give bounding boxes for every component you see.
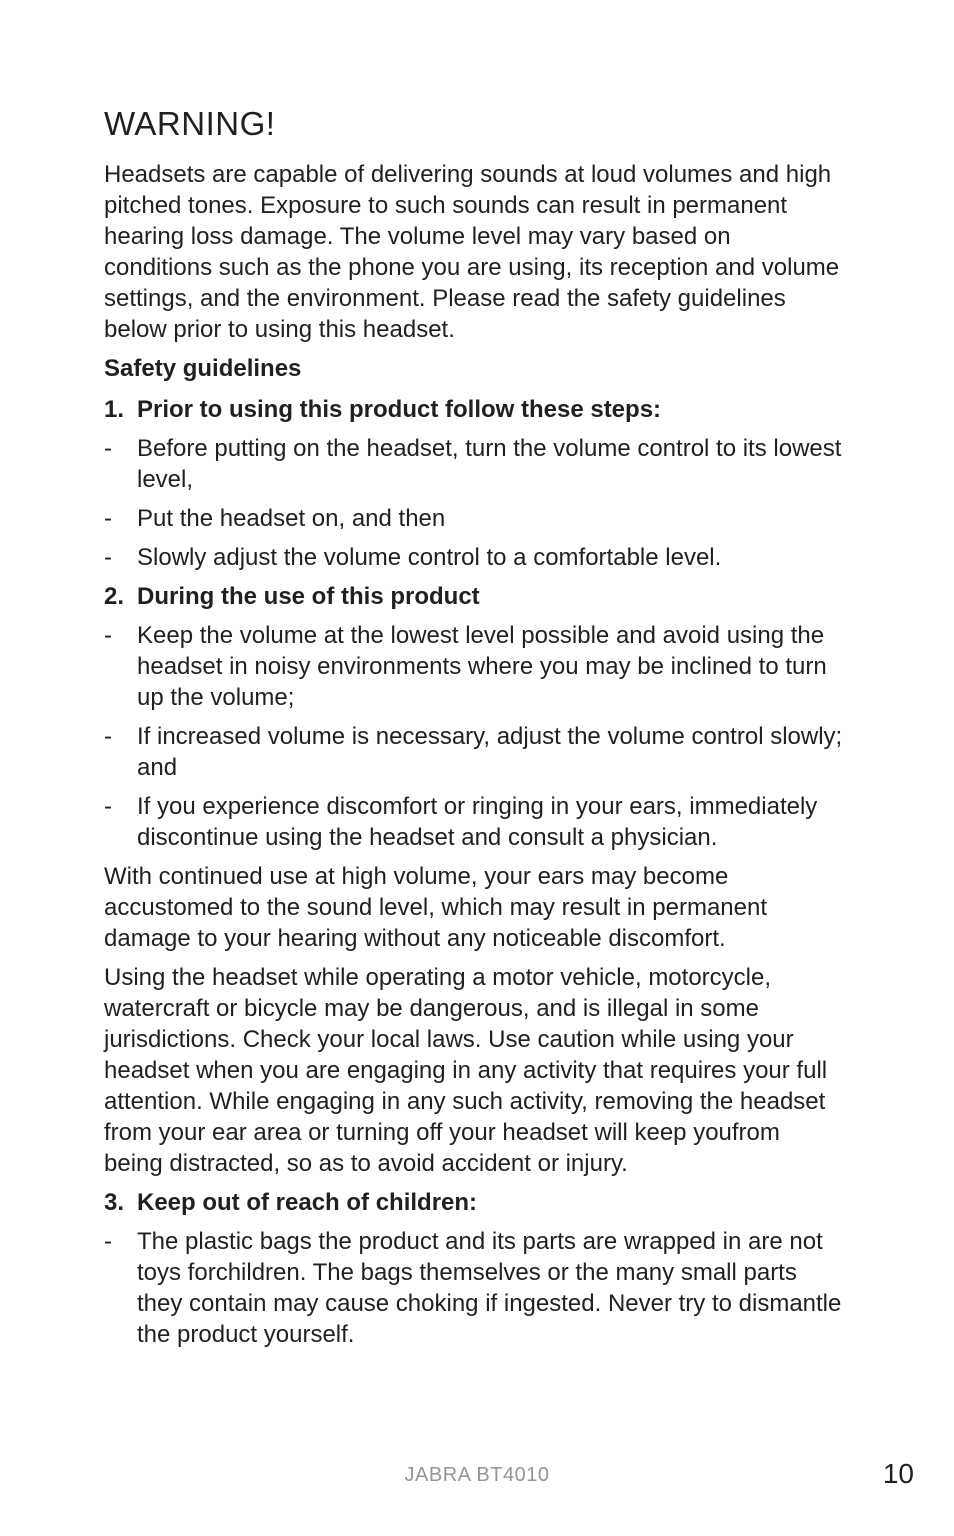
- list-item: [104, 433, 844, 495]
- list-item-text: Before putting on the headset, turn the volume control to its lowest level,: [137, 435, 842, 493]
- list-item: [104, 1226, 844, 1350]
- dash-marker: -: [104, 723, 112, 750]
- list-item: [104, 620, 844, 713]
- step-number: 2.: [104, 583, 125, 610]
- dash-marker: -: [104, 793, 112, 820]
- step-number: 3.: [104, 1189, 125, 1216]
- page-number: 10: [882, 1458, 914, 1489]
- safety-guidelines-heading: Safety guidelines: [104, 355, 302, 382]
- footer-model-name: JABRA BT4010: [404, 1464, 550, 1486]
- step-1-heading: [104, 394, 844, 425]
- list-item: [104, 503, 844, 534]
- step-3-heading: [104, 1187, 844, 1218]
- dash-marker: -: [104, 505, 112, 532]
- page-content: [104, 100, 844, 1358]
- step-title: During the use of this product: [137, 583, 480, 610]
- warning-heading: WARNING!: [104, 105, 276, 142]
- dash-marker: -: [104, 622, 112, 649]
- list-item-text: The plastic bags the product and its parts are wrapped in are not toys forchildren. The bags themselves or the many small parts they contain may cause choking if ingested. Never try to dismantle the product yourself.: [137, 1228, 842, 1348]
- list-item-text: Put the headset on, and then: [137, 505, 446, 532]
- dash-marker: -: [104, 435, 112, 462]
- dash-marker: -: [104, 1228, 112, 1255]
- list-item-text: If increased volume is necessary, adjust the volume control slowly; and: [137, 723, 843, 781]
- continued-use-paragraph: With continued use at high volume, your ears may become accustomed to the sound level, which may result in permanent damage to your hearing without any noticeable discomfort.: [104, 863, 768, 952]
- list-item-text: If you experience discomfort or ringing in your ears, immediately discontinue using the headset and consult a physician.: [137, 793, 818, 851]
- dash-marker: -: [104, 544, 112, 571]
- step-number: 1.: [104, 396, 125, 423]
- step-2-heading: [104, 581, 844, 612]
- list-item-text: Slowly adjust the volume control to a comfortable level.: [137, 544, 722, 571]
- list-item: [104, 721, 844, 783]
- list-item-text: Keep the volume at the lowest level possible and avoid using the headset in noisy environments where you may be inclined to turn up the volume;: [137, 622, 827, 711]
- intro-paragraph: Headsets are capable of delivering sounds at loud volumes and high pitched tones. Exposure to such sounds can result in permanent hearing loss damage. The volume level may vary based on conditions such as the phone you are using, its reception and volume settings, and the environment. Please read the safety guidelines below prior to using this headset.: [104, 161, 840, 343]
- list-item: [104, 542, 844, 573]
- vehicle-paragraph: Using the headset while operating a motor vehicle, motorcycle, watercraft or bicycle may be dangerous, and is illegal in some jurisdictions. Check your local laws. Use caution while using your headset when you are engaging in any activity that requires your full attention. While engaging in any such activity, removing the headset from your ear area or turning off your headset will keep youfrom being distracted, so as to avoid accident or injury.: [104, 964, 828, 1177]
- step-title: Prior to using this product follow these steps:: [137, 396, 662, 423]
- step-title: Keep out of reach of children:: [137, 1189, 478, 1216]
- list-item: [104, 791, 844, 853]
